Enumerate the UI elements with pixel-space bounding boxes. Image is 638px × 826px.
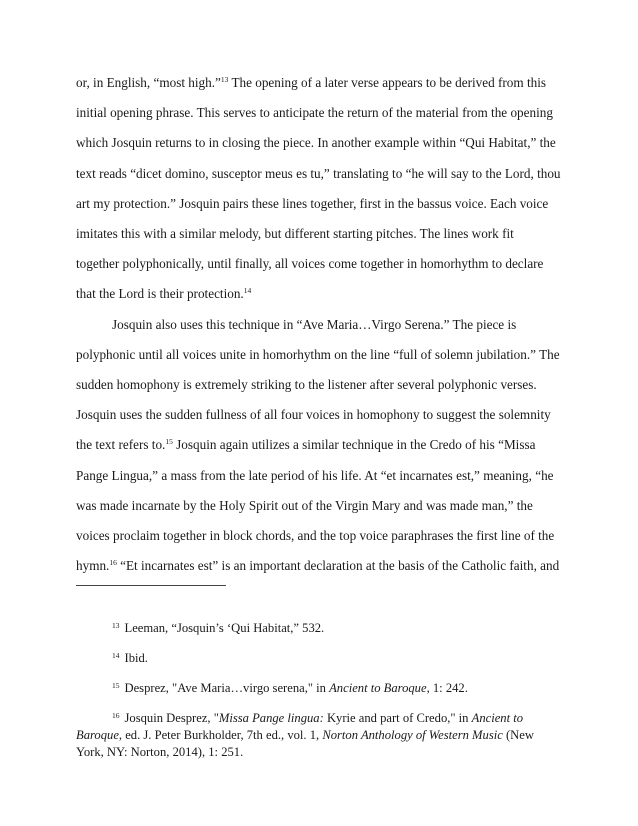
text-line: together polyphonically, until finally, all voices come together in homorhythm to declare <box>76 256 544 272</box>
footnote-ref-15[interactable]: 15 <box>165 437 173 447</box>
text-span: that the Lord is their protection. <box>76 286 244 302</box>
text-line: Josquin also uses this technique in “Ave Maria…Virgo Serena.” The piece is <box>112 316 517 332</box>
text-line: was made incarnate by the Holy Spirit out of the Virgin Mary and was made man,” the <box>76 497 533 513</box>
text-line <box>76 279 562 309</box>
text-line: imitates this with a similar melody, but different starting pitches. The lines work fit <box>76 226 514 242</box>
footnote-13 <box>76 617 562 637</box>
footnote-text: Ibid. <box>124 651 148 665</box>
text-line: Josquin uses the sudden fullness of all four voices in homophony to suggest the solemnity <box>76 407 551 423</box>
footnote-number: 16 <box>112 711 120 720</box>
footnote-15 <box>76 677 562 697</box>
footnote-text: Leeman, “Josquin’s ‘Qui Habitat,” 532. <box>124 621 325 635</box>
footnote-number: 14 <box>112 651 120 660</box>
footnote-ref-16[interactable]: 16 <box>109 558 117 568</box>
text-line <box>76 430 562 460</box>
footnote-italic-title: Ancient to Baroque <box>76 711 524 742</box>
footnote-14 <box>76 647 562 667</box>
footnote-number: 15 <box>112 681 120 690</box>
text-span: Josquin again utilizes a similar technique in the Credo of his “Missa <box>172 437 536 453</box>
footnote-16 <box>76 707 562 761</box>
footnote-text: , ed. J. Peter Burkholder, 7th ed., vol. 1, <box>118 728 323 742</box>
footnote-text: (New York, NY: Norton, 2014), 1: 251. <box>76 728 534 759</box>
text-span: hymn. <box>76 558 110 574</box>
footnote-ref-14[interactable]: 14 <box>243 286 252 296</box>
text-line <box>76 551 562 581</box>
footnote-number: 13 <box>112 621 120 630</box>
text-line: Pange Lingua,” a mass from the late period of his life. At “et incarnates est,” meaning, “he <box>76 467 554 483</box>
text-line <box>76 68 562 98</box>
text-span: “Et incarnates est” is an important declaration at the basis of the Catholic faith, and <box>116 558 560 574</box>
text-line: initial opening phrase. This serves to anticipate the return of the material from the opening <box>76 105 553 121</box>
footnote-italic-title: Norton Anthology of Western Music <box>322 728 503 742</box>
text-line: text reads “dicet domino, susceptor meus es tu,” translating to “he will say to the Lord, thou <box>76 165 561 181</box>
footnote-italic-title: Ancient to Baroque <box>329 681 427 695</box>
text-line: voices proclaim together in block chords, and the top voice paraphrases the first line of the <box>76 528 555 544</box>
text-line: art my protection.” Josquin pairs these lines together, first in the bassus voice. Each voice <box>76 195 549 211</box>
footnote-italic-title: Missa Pange lingua: <box>218 711 324 725</box>
text-span: the text refers to. <box>76 437 166 453</box>
footnote-text: , 1: 242. <box>426 681 468 695</box>
footnote-text: Desprez, "Ave Maria…virgo serena," in <box>124 681 330 695</box>
footnote-text: Josquin Desprez, " <box>124 711 219 725</box>
body-text <box>76 68 562 581</box>
footnote-separator <box>76 585 226 586</box>
text-span: or, in English, “most high.” <box>76 75 221 90</box>
footnote-text: Kyrie and part of Credo," in <box>323 711 472 725</box>
text-span: The opening of a later verse appears to be derived from this <box>228 75 546 90</box>
text-line: which Josquin returns to in closing the piece. In another example within “Qui Habitat,” the <box>76 135 556 151</box>
footnote-ref-13[interactable]: 13 <box>220 75 229 84</box>
text-line: polyphonic until all voices unite in homorhythm on the line “full of solemn jubilation.” The <box>76 346 560 362</box>
text-line: sudden homophony is extremely striking to the listener after several polyphonic verses. <box>76 377 537 393</box>
